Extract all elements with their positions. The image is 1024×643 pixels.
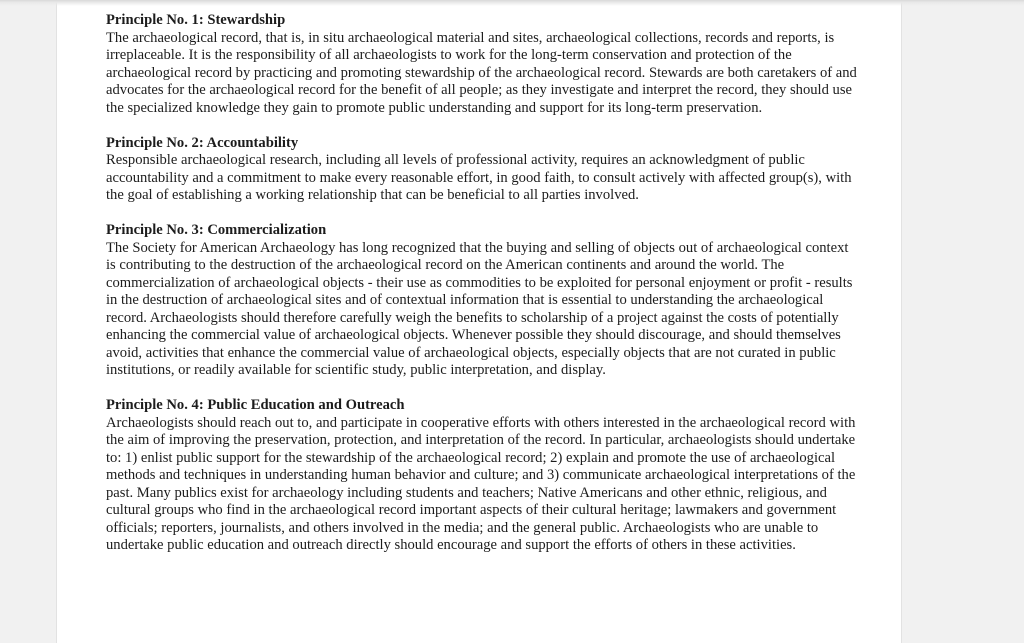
principle-body: The Society for American Archaeology has long recognized that the buying and selling of objects out of archaeological context is contributing to the destruction of the archaeological record on the American continents and around the world. The commercialization of archaeological objects - their use as commodities to be exploited for personal enjoyment or profit - results in the destruction of archaeological sites and of contextual information that is essential to understanding the archaeological record. Archaeologists should therefore carefully weigh the benefits to scholarship of a project against the costs of potentially enhancing the commercial value of archaeological objects. Whenever possible they should discourage, and should themselves avoid, activities that enhance the commercial value of archaeological objects, especially objects that are not curated in public institutions, or readily available for scientific study, public interpretation, and display. (106, 239, 853, 378)
principle-body: Archaeologists should reach out to, and participate in cooperative efforts with others interested in the archaeological record with the aim of improving the preservation, protection, and interpretation of the record. In particular, archaeologists should undertake to: 1) enlist public support for the stewardship of the archaeological record; 2) explain and promote the use of archaeological methods and techniques in understanding human behavior and culture; and 3) communicate archaeological interpretations of the past. Many publics exist for archaeology including students and teachers; Native Americans and other ethnic, religious, and cultural groups who find in the archaeological record important aspects of their cultural heritage; lawmakers and government officials; reporters, journalists, and others involved in the media; and the general public. Archaeologists who are unable to undertake public education and outreach directly should encourage and support the efforts of others in these activities. (106, 414, 856, 553)
principle-body: Responsible archaeological research, including all levels of professional activity, requires an acknowledgment of public accountability and a commitment to make every reasonable effort, in good faith, to consult actively with affected group(s), with the goal of establishing a working relationship that can be beneficial to all parties involved. (106, 152, 852, 203)
page-content (106, 12, 858, 572)
principle-section-2 (106, 135, 858, 205)
principle-body: The archaeological record, that is, in situ archaeological material and sites, archaeological collections, records and reports, is irreplaceable. It is the responsibility of all archaeologists to work for the long-term conservation and protection of the archaeological record by practicing and promoting stewardship of the archaeological record. Stewards are both caretakers of and advocates for the archaeological record for the benefit of all people; as they investigate and interpret the record, they should use the specialized knowledge they gain to promote public understanding and support for its long-term preservation. (106, 29, 857, 116)
previous-page-edge (0, 0, 1024, 6)
principle-title: Principle No. 2: Accountability (106, 134, 299, 151)
principle-title: Principle No. 1: Stewardship (106, 12, 286, 28)
principle-title: Principle No. 3: Commercialization (106, 222, 327, 238)
principle-section-4 (106, 397, 858, 555)
principle-section-3 (106, 222, 858, 380)
document-page[interactable] (56, 0, 902, 643)
principle-section-1 (106, 12, 858, 117)
principle-title: Principle No. 4: Public Education and Outreach (106, 397, 405, 413)
